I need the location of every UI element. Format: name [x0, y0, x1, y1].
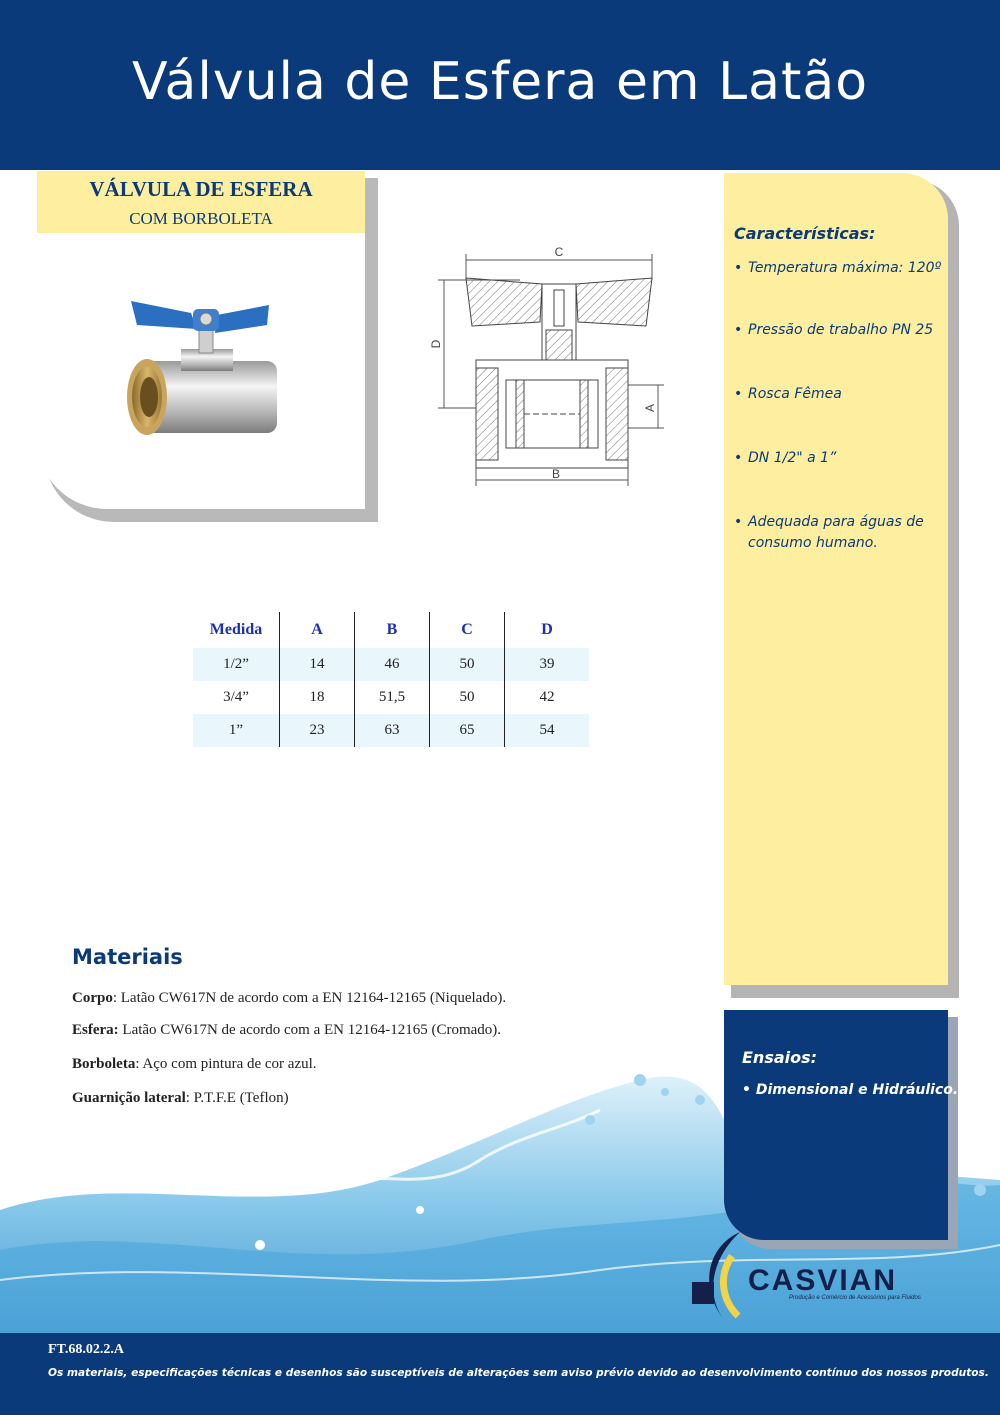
tests-panel — [724, 1010, 948, 1240]
materials-title: Materiais — [72, 945, 183, 969]
brand-logo: CASVIAN — [748, 1264, 898, 1297]
table-cell: 18 — [280, 681, 355, 714]
table-cell: 63 — [355, 714, 430, 747]
product-subtitle: COM BORBOLETA — [129, 209, 273, 228]
table-cell: 46 — [355, 648, 430, 681]
material-item: Esfera: Latão CW617N de acordo com a EN 12164-12165 (Cromado). — [72, 1022, 502, 1038]
table-row — [193, 648, 589, 681]
valve-photo — [119, 283, 279, 443]
table-cell: 42 — [505, 681, 590, 714]
page-header — [0, 0, 1000, 170]
table-cell: 50 — [430, 648, 505, 681]
tests-item: • Dimensional e Hidráulico. — [742, 1082, 959, 1098]
dimension-label-b: B — [551, 467, 561, 481]
table-cell: 65 — [430, 714, 505, 747]
table-cell: 23 — [280, 714, 355, 747]
characteristic-item: • Rosca Fêmea — [734, 386, 842, 402]
disclaimer-note: Os materiais, especificações técnicas e desenhos são susceptíveis de alterações sem aviso prévio devido ao desenvolvimento contínuo dos nossos produtos. — [48, 1367, 989, 1379]
table-header-cell: D — [541, 621, 553, 638]
tests-title: Ensaios: — [742, 1048, 818, 1067]
page-title: Válvula de Esfera em Latão — [131, 52, 869, 112]
material-item: Corpo: Latão CW617N de acordo com a EN 12164-12165 (Niquelado). — [72, 990, 507, 1006]
characteristics-panel — [724, 173, 948, 985]
table-header-cell: B — [355, 612, 430, 648]
table-row — [193, 681, 589, 714]
technical-drawing — [420, 240, 670, 490]
material-item: Borboleta: Aço com pintura de cor azul. — [72, 1056, 317, 1072]
characteristic-item: • Pressão de trabalho PN 25 — [734, 322, 934, 338]
brand-tagline: Produção e Comércio de Acessórios para Fluidos — [789, 1295, 921, 1301]
characteristic-item: • Temperatura máxima: 120º — [734, 260, 942, 276]
table-cell: 51,5 — [355, 681, 430, 714]
table-header-cell: C — [430, 612, 505, 648]
table-cell: 54 — [505, 714, 590, 747]
material-item: Guarnição lateral: P.T.F.E (Teflon) — [72, 1090, 289, 1106]
dimension-label-c: C — [554, 245, 564, 259]
product-card — [37, 171, 365, 509]
table-header-cell: A — [280, 612, 355, 648]
dimension-label-d: D — [429, 339, 443, 349]
table-cell: 14 — [280, 648, 355, 681]
dimension-label-a: A — [643, 403, 657, 413]
dimensions-table — [193, 612, 589, 747]
table-cell: 3/4” — [193, 681, 280, 714]
table-cell: 1” — [193, 714, 280, 747]
table-row — [193, 714, 589, 747]
document-code: FT.68.02.2.A — [48, 1342, 124, 1357]
table-cell: 50 — [430, 681, 505, 714]
table-header-cell: Medida — [193, 612, 280, 648]
characteristic-item: • Adequada para águas de consumo humano. — [734, 514, 924, 551]
characteristic-item: • DN 1/2" a 1” — [734, 450, 837, 466]
table-cell: 1/2” — [193, 648, 280, 681]
table-cell: 39 — [505, 648, 590, 681]
product-title: VÁLVULA DE ESFERA — [89, 177, 313, 201]
characteristics-title: Características: — [734, 224, 876, 243]
table-header-row — [193, 612, 589, 648]
